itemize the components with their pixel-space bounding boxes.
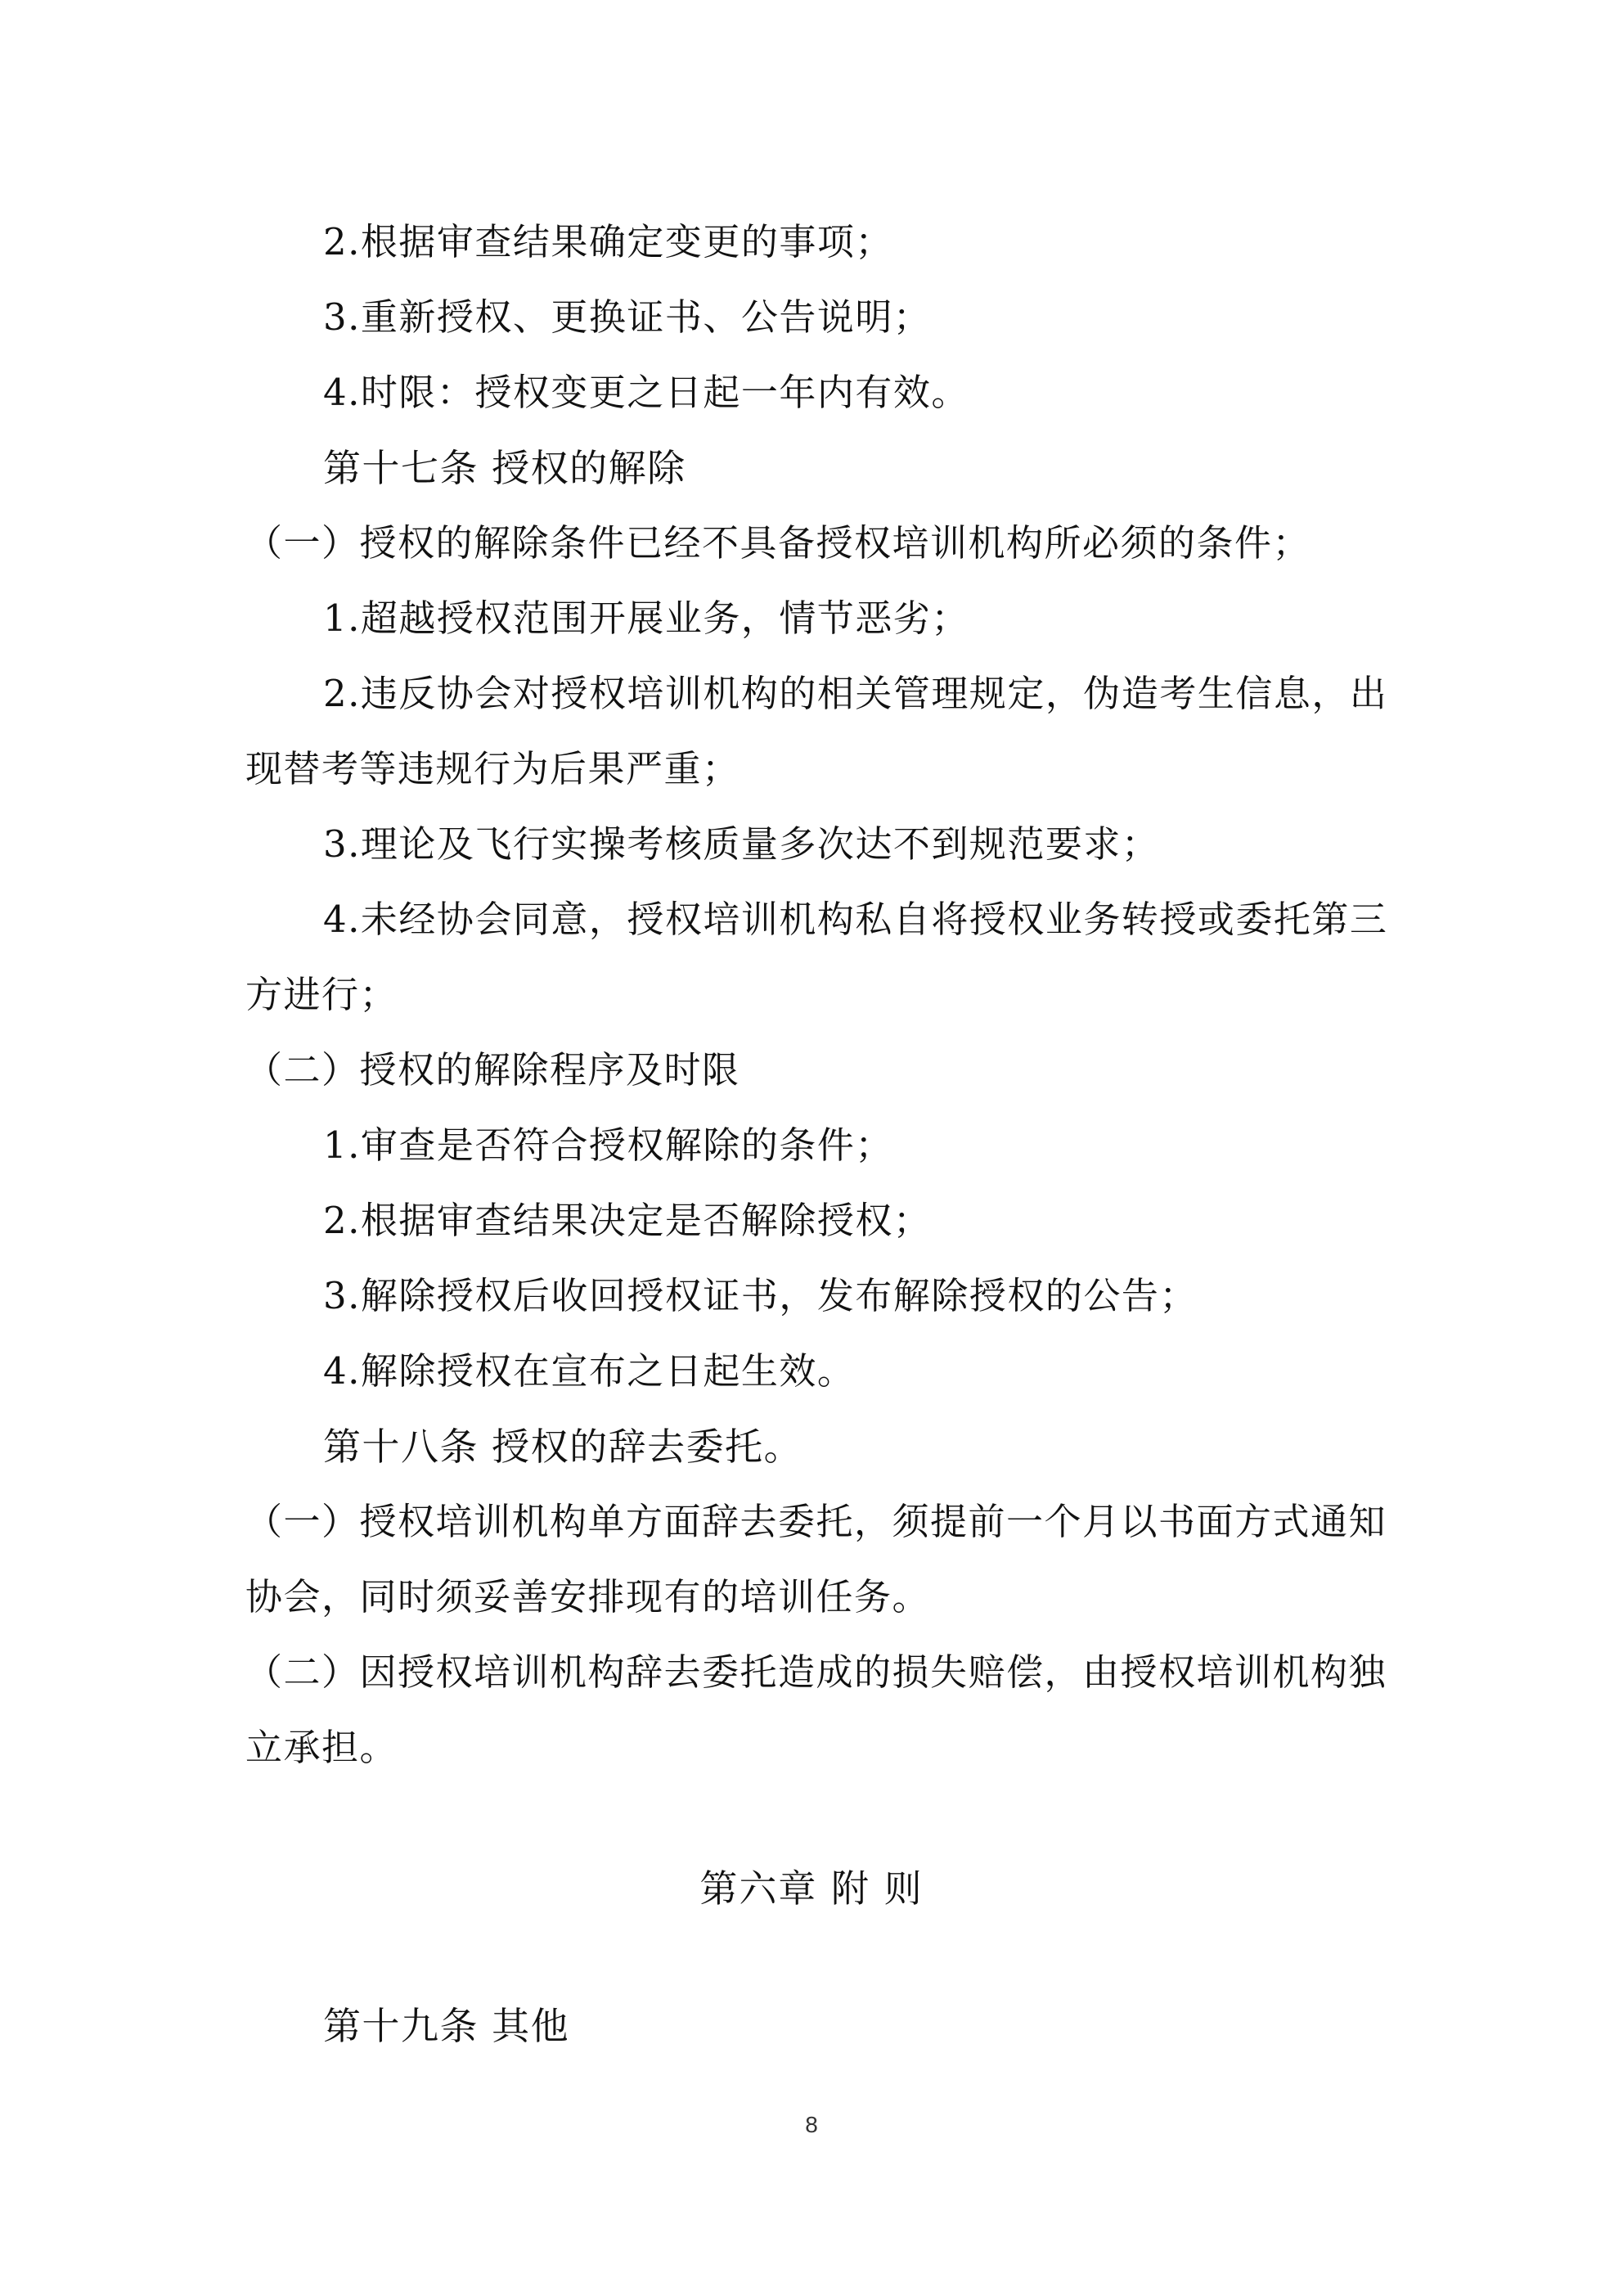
text-line: 3.重新授权、更换证书、公告说明；	[323, 295, 932, 339]
text-line: 3.解除授权后收回授权证书，发布解除授权的公告；	[323, 1274, 1198, 1317]
text-line: （二）因授权培训机构辞去委托造成的损失赔偿，由授权培训机构独	[245, 1650, 1387, 1694]
text-line: 2.违反协会对授权培训机构的相关管理规定，伪造考生信息，出	[323, 672, 1388, 715]
article-heading: 第十九条 其他	[323, 2004, 570, 2048]
article-heading: 第十八条 授权的辞去委托。	[323, 1425, 803, 1469]
text-line: 1.审查是否符合授权解除的条件；	[323, 1123, 893, 1167]
text-line: 协会，同时须妥善安排现有的培训任务。	[245, 1575, 931, 1618]
section-heading: （二）授权的解除程序及时限	[245, 1048, 740, 1092]
text-line: 4.未经协会同意，授权培训机构私自将授权业务转授或委托第三	[323, 898, 1388, 941]
article-heading: 第十七条 授权的解除	[323, 446, 686, 490]
chapter-title: 第六章 附 则	[699, 1866, 924, 1911]
text-line: （一）授权培训机构单方面辞去委托，须提前一个月以书面方式通知	[245, 1500, 1387, 1543]
page-number: 8	[805, 2112, 818, 2137]
text-line: 2.根据审查结果决定是否解除授权；	[323, 1199, 932, 1242]
section-heading: （一）授权的解除条件已经不具备授权培训机构所必须的条件；	[245, 521, 1311, 565]
text-line: 现替考等违规行为后果严重；	[245, 747, 740, 790]
text-line: 2.根据审查结果确定变更的事项；	[323, 220, 893, 263]
text-line: 3.理论及飞行实操考核质量多次达不到规范要求；	[323, 822, 1160, 866]
text-line: 4.时限：授权变更之日起一年内有效。	[323, 371, 969, 414]
text-line: 方进行；	[245, 973, 398, 1016]
text-line: 立承担。	[245, 1726, 398, 1769]
text-line: 4.解除授权在宣布之日起生效。	[323, 1349, 856, 1393]
text-line: 1.超越授权范围开展业务，情节恶劣；	[323, 597, 969, 640]
